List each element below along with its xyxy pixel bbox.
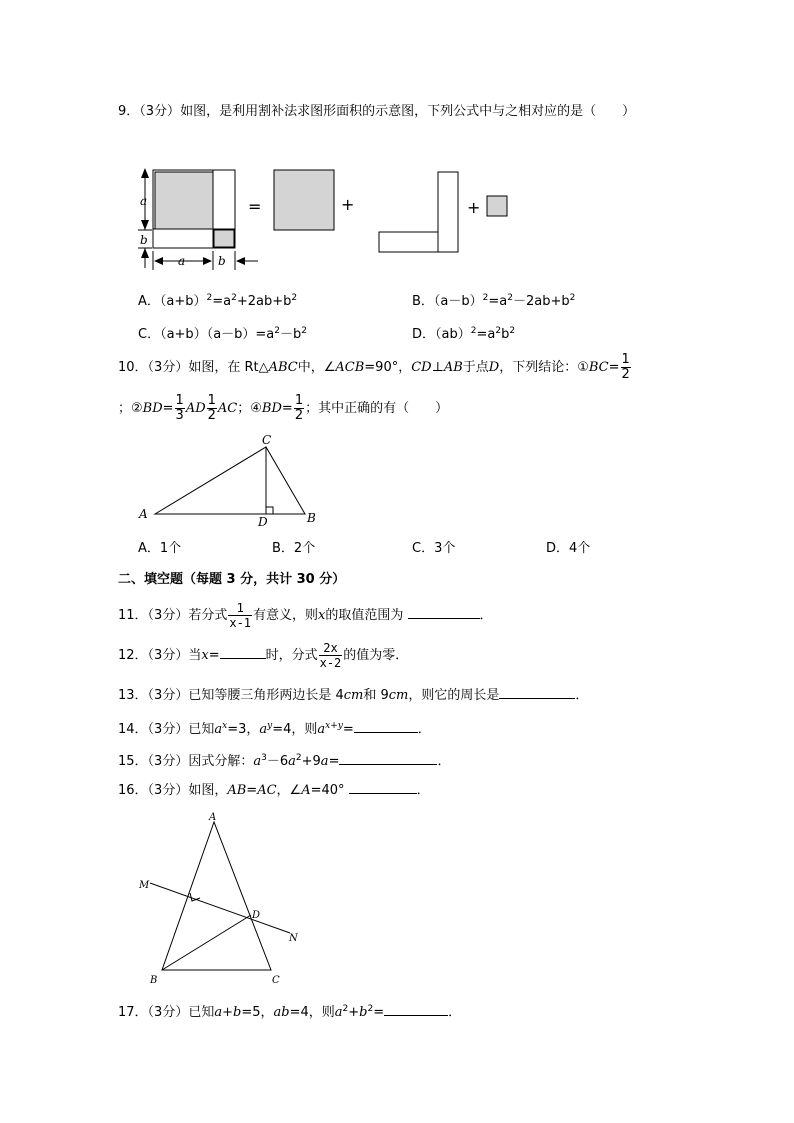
- question-15: 15．（3分）因式分解：$a^3-6a^2+9a=$ ．: [118, 753, 451, 769]
- plus-sign: +: [467, 198, 481, 217]
- option-D[interactable]: D．$(ab)^2=a^2b^2$: [412, 326, 516, 342]
- point-M: M: [139, 880, 150, 891]
- question-text: 如图，是利用割补法求图形面积的示意图，下列公式中与之相对应的是（ ）: [180, 104, 636, 119]
- question-13: 13．（3分）已知等腰三角形两边长是 4cm和 9cm，则它的周长是 ．: [118, 688, 589, 703]
- question-number: 9．: [118, 104, 140, 119]
- triangle-abc: [162, 822, 271, 970]
- label-a-bottom: a: [178, 254, 186, 268]
- option-C[interactable]: C．3个: [412, 541, 456, 556]
- fraction: $\frac{1}{2}$: [294, 393, 304, 423]
- vertex-A: A: [139, 507, 148, 521]
- question-10-stem-line2: ；②BD= $\frac{1}{3}$ AD $\frac{1}{2}$ AC；④BD= $\frac{1}{2}$ ；其中正确的有（ ）: [118, 393, 449, 423]
- point-D: D: [252, 910, 261, 921]
- question-16: 16．（3分）如图，AB=AC，∠A=40° ．: [118, 783, 430, 798]
- question-17: 17．（3分）已知a+b=5，ab=4，则$a^2+b^2=$ ．: [118, 1004, 462, 1020]
- line-mn: [150, 883, 290, 933]
- option-B[interactable]: B．2个: [272, 541, 316, 556]
- answer-blank[interactable]: [384, 1003, 448, 1016]
- question-10-stem-line1: 10．（3分）如图，在 Rt△ABC中，∠ACB=90°，CD⊥AB于点D，下列结论：①BC= $\frac{1}{2}$: [118, 352, 630, 382]
- point-N: N: [289, 933, 298, 944]
- question-14: 14．（3分）已知$a^x=3$，$a^y=4$，则$a^{x+y}=$ ．: [118, 721, 431, 737]
- option-C[interactable]: C．$(a+b)(a-b)=a^2-b^2$: [138, 326, 308, 342]
- fraction: $\frac{1}{x-1}$: [229, 601, 252, 630]
- fraction: $\frac{1}{3}$: [175, 393, 184, 423]
- vertex-C: C: [272, 975, 280, 986]
- fraction: $\frac{2x}{x-2}$: [319, 641, 342, 670]
- point-D: D: [258, 515, 268, 529]
- option-A[interactable]: A．1个: [138, 541, 182, 556]
- section-heading: 二、填空题（每题 3 分，共计 30 分）: [118, 572, 346, 587]
- equals-sign: =: [248, 197, 262, 216]
- fraction: $\frac{1}{2}$: [207, 393, 216, 423]
- label-b: b: [140, 233, 148, 247]
- vertex-B: B: [307, 511, 316, 525]
- question-12: 12．（3分）当x= 时，分式 $\frac{2x}{x-2}$ 的值为零．: [118, 641, 409, 670]
- fraction: $\frac{1}{2}$: [621, 352, 630, 382]
- segment-bd: [162, 915, 251, 970]
- plus-sign: +: [341, 195, 355, 214]
- option-A[interactable]: A．$(a+b)^2=a^2+2ab+b^2$: [138, 293, 298, 309]
- option-B[interactable]: B．$(a-b)^2=a^2-2ab+b^2$: [412, 293, 576, 309]
- question-11: 11．（3分）若分式 $\frac{1}{x-1}$ 有意义，则x的取值范围为 ．: [118, 601, 493, 630]
- option-D[interactable]: D．4个: [546, 541, 591, 556]
- question-points: （3分）: [139, 104, 181, 119]
- vertex-B: B: [150, 975, 158, 986]
- vertex-C: C: [262, 433, 272, 447]
- label-b-bottom: b: [218, 254, 226, 268]
- label-a: a: [140, 194, 148, 208]
- vertex-A: A: [209, 812, 217, 823]
